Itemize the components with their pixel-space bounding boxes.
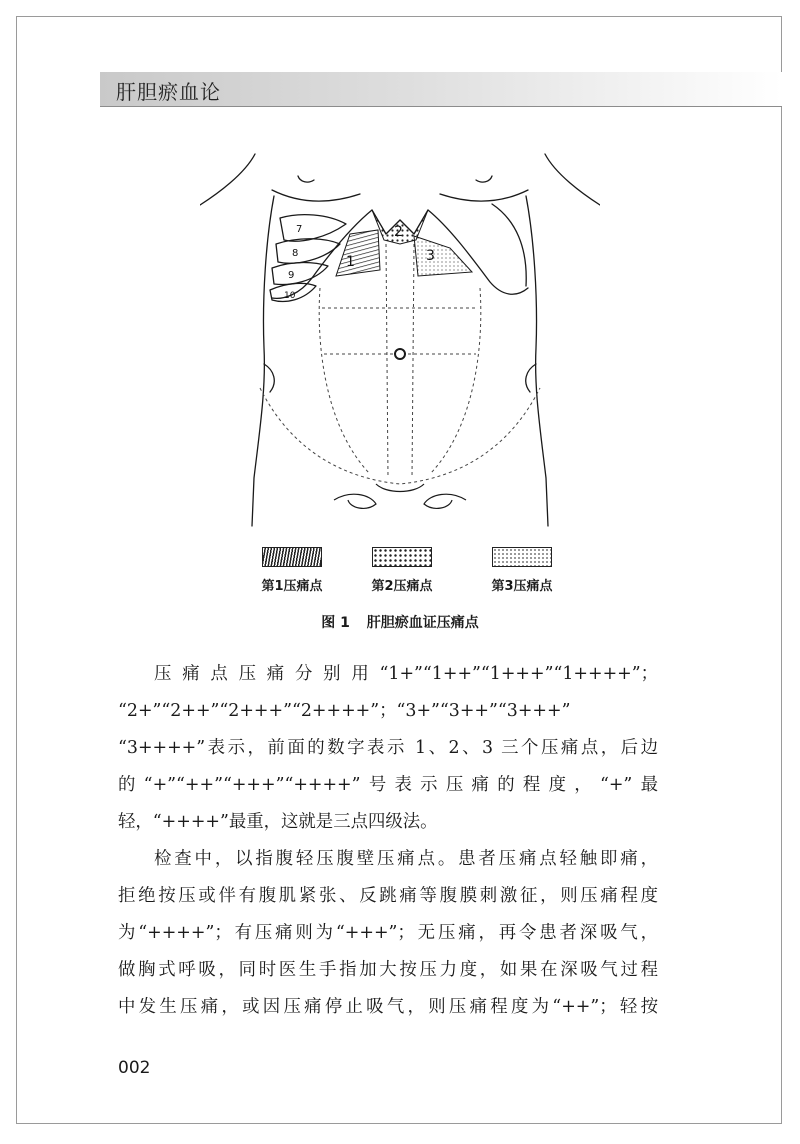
text-line: 做胸式呼吸，同时医生手指加大按压力度，如果在深吸气过程 xyxy=(118,960,658,980)
text-line: 的“+”“++”“+++”“++++”号表示压痛的程度，“+”最 xyxy=(118,775,658,795)
hatch-swatch-icon xyxy=(262,547,322,567)
running-header xyxy=(100,72,782,107)
text-line: “2+”“2++”“2+++”“2++++”；“3+”“3++”“3+++” xyxy=(118,701,571,721)
legend-item-point-3 xyxy=(462,547,582,594)
text-line: 为“++++”；有压痛则为“+++”；无压痛，再令患者深吸气， xyxy=(118,923,658,943)
region-label-1: 1 xyxy=(346,254,355,270)
text-line: “3++++”表示，前面的数字表示 1、2、3 三个压痛点，后边 xyxy=(118,738,658,758)
text-line: 轻，“++++”最重，这就是三点四级法。 xyxy=(118,812,438,832)
region-label-3: 3 xyxy=(426,248,435,264)
figure-number: 图 1 xyxy=(321,615,350,631)
rib-label-7: 7 xyxy=(296,224,303,235)
legend-label: 第3压痛点 xyxy=(491,579,553,594)
page-number: 002 xyxy=(118,1058,151,1078)
book-title: 肝胆瘀血论 xyxy=(116,80,221,104)
legend-label: 第2压痛点 xyxy=(371,579,433,594)
legend-label: 第1压痛点 xyxy=(261,579,323,594)
text-line: 检查中，以指腹轻压腹壁压痛点。患者压痛点轻触即痛， xyxy=(154,849,658,869)
text-line: 拒绝按压或伴有腹肌紧张、反跳痛等腹膜刺激征，则压痛程度 xyxy=(118,886,658,906)
rib-label-9: 9 xyxy=(288,270,295,281)
text-line: 中发生压痛，或因压痛停止吸气，则压痛程度为“++”；轻按 xyxy=(118,997,658,1017)
rib-label-10: 10 xyxy=(284,291,296,301)
fine-dots-swatch-icon xyxy=(492,547,552,567)
rib-label-8: 8 xyxy=(292,248,299,259)
figure-title: 肝胆瘀血证压痛点 xyxy=(366,615,479,631)
body-text xyxy=(118,656,658,1026)
figure-caption xyxy=(0,612,800,632)
abdomen-illustration xyxy=(200,148,600,528)
legend-item-point-2 xyxy=(342,547,462,594)
dense-dots-swatch-icon xyxy=(372,547,432,567)
legend-item-point-1 xyxy=(232,547,352,594)
figure-legend xyxy=(0,547,800,607)
text-line: 压痛点压痛分别用“1+”“1++”“1+++”“1++++”； xyxy=(154,664,658,684)
region-label-2: 2 xyxy=(394,224,403,240)
